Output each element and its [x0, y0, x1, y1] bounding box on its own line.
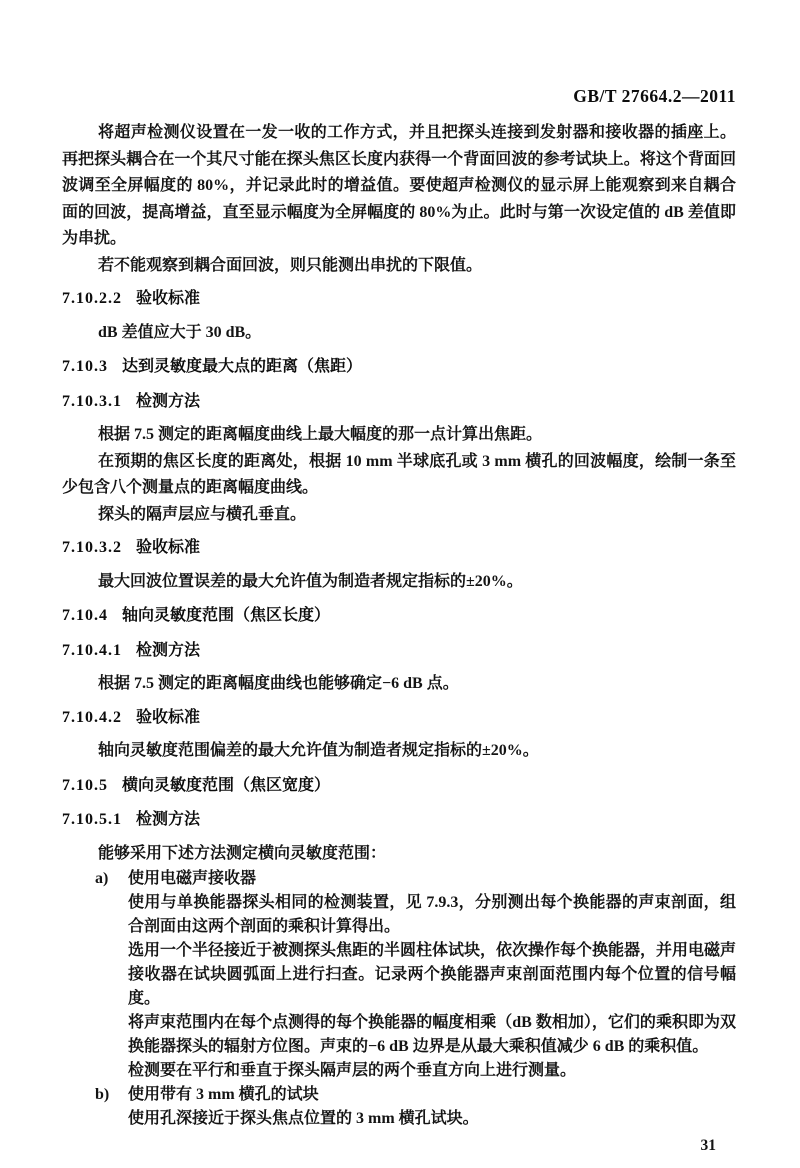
heading-7-10-4 [62, 603, 736, 630]
clause-title: 检测方法 [136, 392, 201, 410]
paragraph-distance-amplitude-curve: 在预期的焦区长度的距离处，根据 10 mm 半球底孔或 3 mm 横孔的回波幅度，绘制一条至少包含八个测量点的距离幅度曲线。 [62, 452, 736, 496]
clause-number: 7.10.3.1 [62, 392, 122, 410]
heading-7-10-4-2 [62, 705, 736, 732]
heading-7-10-5-1 [62, 807, 736, 834]
list-item-a-para: 使用与单换能器探头相同的检测装置，见 7.9.3，分别测出每个换能器的声束剖面，组合剖面由这两个剖面的乘积计算得出。 [128, 894, 736, 935]
clause-title: 验收标准 [136, 539, 201, 556]
clause-title: 检测方法 [136, 811, 201, 828]
paragraph-focal-distance: 根据 7.5 测定的距离幅度曲线上最大幅度的那一点计算出焦距。 [98, 426, 543, 443]
clause-number: 7.10.5.1 [62, 811, 122, 828]
list-marker-a: a) [95, 870, 109, 887]
list-item-b-para: 使用孔深接近于探头焦点位置的 3 mm 横孔试块。 [128, 1110, 479, 1127]
clause-number: 7.10.2.2 [62, 290, 122, 307]
clause-number: 7.10.4.1 [62, 641, 122, 659]
list-item-b-title: 使用带有 3 mm 横孔的试块 [128, 1086, 319, 1103]
heading-7-10-4-1 [62, 638, 736, 665]
clause-title: 验收标准 [136, 708, 201, 726]
paragraph-db-criterion: dB 差值应大于 30 dB。 [98, 323, 262, 341]
list-item-a [62, 867, 736, 1083]
clause-number: 7.10.5 [62, 776, 108, 794]
clause-title: 验收标准 [136, 290, 201, 307]
paragraph-crosstalk-method: 将超声检测仪设置在一发一收的工作方式，并且把探头连接到发射器和接收器的插座上。再把探头耦合在一个其尺寸能在探头焦区长度内获得一个背面回波的参考试块上。将这个背面回波调至全屏幅度的 80%，并记录此时的增益值。要使超声检测仪的显示屏上能观察到来自耦合面的回波，提高增益，直至显示幅度为全屏幅度的 80%为止。此时与第一次设定值的 dB 差值即为串扰。 [62, 124, 736, 247]
heading-7-10-3 [62, 354, 736, 381]
clause-number: 7.10.3.2 [62, 539, 122, 556]
clause-title: 达到灵敏度最大点的距离（焦距） [122, 358, 363, 375]
list-item-a-para: 将声束范围内在每个点测得的每个换能器的幅度相乘（dB 数相加），它们的乘积即为双换能器探头的辐射方位图。声束的−6 dB 边界是从最大乘积值减少 6 dB 的乘积值。 [128, 1014, 736, 1055]
heading-7-10-3-1 [62, 389, 736, 416]
heading-7-10-5 [62, 773, 736, 800]
clause-number: 7.10.4.2 [62, 708, 122, 726]
paragraph-crosstalk-lower-limit: 若不能观察到耦合面回波，则只能测出串扰的下限值。 [98, 256, 483, 274]
clause-title: 横向灵敏度范围（焦区宽度） [122, 776, 331, 794]
paragraph-acoustic-barrier: 探头的隔声层应与横孔垂直。 [98, 505, 307, 523]
list-item-a-para: 检测要在平行和垂直于探头隔声层的两个垂直方向上进行测量。 [128, 1062, 577, 1079]
list-item-b [62, 1083, 736, 1131]
standard-number: GB/T 27664.2—2011 [573, 86, 736, 106]
page-number: 31 [700, 1137, 716, 1154]
running-head [62, 86, 736, 106]
heading-7-10-2-2 [62, 286, 736, 313]
paragraph-lateral-range-intro: 能够采用下述方法测定横向灵敏度范围： [98, 844, 387, 862]
clause-number: 7.10.3 [62, 358, 108, 375]
paragraph-axial-range-tolerance: 轴向灵敏度范围偏差的最大允许值为制造者规定指标的±20%。 [98, 742, 539, 759]
heading-7-10-3-2 [62, 535, 736, 562]
paragraph-minus-6db-point: 根据 7.5 测定的距离幅度曲线也能够确定−6 dB 点。 [98, 675, 459, 692]
list-item-a-title: 使用电磁声接收器 [128, 870, 257, 887]
clause-title: 检测方法 [136, 641, 201, 659]
clause-number: 7.10.4 [62, 607, 108, 624]
clause-title: 轴向灵敏度范围（焦区长度） [122, 607, 331, 624]
list-marker-b: b) [95, 1086, 110, 1103]
list-item-a-para: 选用一个半径接近于被测探头焦距的半圆柱体试块，依次操作每个换能器，并用电磁声接收器在试块圆弧面上进行扫查。记录两个换能器声束剖面范围内每个位置的信号幅度。 [128, 942, 737, 1007]
paragraph-echo-position-tolerance: 最大回波位置误差的最大允许值为制造者规定指标的±20%。 [98, 572, 523, 590]
